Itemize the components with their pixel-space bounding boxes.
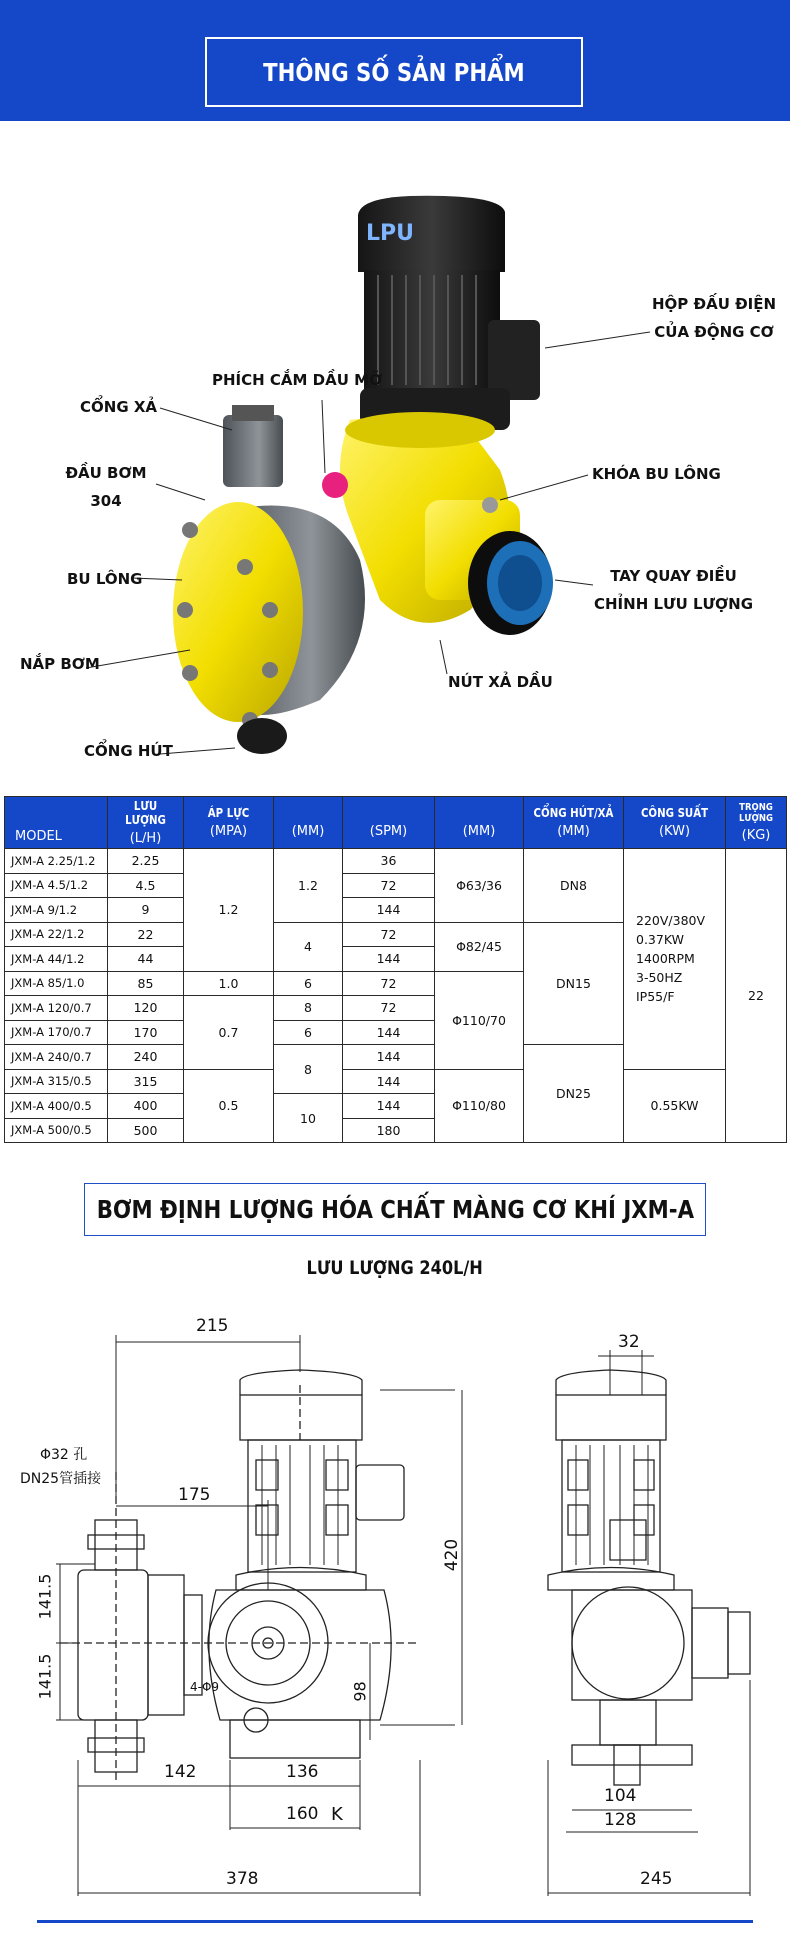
cell-diaphragm: Φ82/45 (435, 922, 524, 971)
pump-illustration (0, 0, 790, 780)
page-title: THÔNG SỐ SẢN PHẨM (263, 57, 525, 87)
cell-port: DN25 (524, 1045, 624, 1143)
dim-142: 142 (164, 1762, 197, 1782)
side-view (548, 1370, 750, 1785)
th-port-unit: (MM) (557, 824, 590, 839)
dim-420: 420 (442, 1538, 463, 1572)
cell-model: JXM-A 9/1.2 (5, 898, 108, 923)
cell-stroke: 10 (274, 1094, 343, 1143)
cell-power-main (624, 849, 726, 1070)
power-rpm: 1400RPM (636, 951, 695, 967)
section-title-box (84, 1183, 706, 1236)
th-diaphragm-unit: (MM) (462, 824, 496, 839)
footer-divider (37, 1920, 753, 1923)
dim-98: 98 (350, 1681, 370, 1702)
cell-flow: 120 (108, 996, 184, 1021)
table-header-row (5, 797, 787, 849)
pipe-label-1: Φ32 孔 (40, 1447, 88, 1463)
cell-port: DN15 (524, 922, 624, 1045)
callout-pump-head (64, 459, 148, 515)
th-flow-unit: (L/H) (129, 831, 162, 846)
dim-378: 378 (226, 1869, 259, 1889)
cell-spm: 144 (343, 947, 435, 972)
cell-flow: 9 (108, 898, 184, 923)
cell-spm: 36 (343, 849, 435, 874)
th-stroke-unit: (MM) (291, 824, 325, 839)
cell-flow: 2.25 (108, 849, 184, 874)
callout-adjust-knob-line2: CHỈNH LƯU LƯỢNG (594, 595, 754, 613)
th-pressure-label: ÁP LỰC (207, 806, 250, 820)
table-row (5, 849, 787, 874)
cell-spm: 72 (343, 922, 435, 947)
callout-pump-cover: NẮP BƠM (20, 655, 100, 673)
callout-discharge-port: CỔNG XẢ (80, 398, 158, 416)
cell-flow: 22 (108, 922, 184, 947)
th-flow (108, 797, 184, 849)
cell-flow: 240 (108, 1045, 184, 1070)
cell-spm: 144 (343, 1045, 435, 1070)
th-flow-label: LƯU LƯỢNG (125, 799, 166, 827)
cell-flow: 44 (108, 947, 184, 972)
bolt-lock (482, 497, 498, 513)
discharge-valve (223, 415, 283, 487)
front-view (60, 1370, 420, 1782)
cell-flow: 85 (108, 971, 184, 996)
cell-model: JXM-A 400/0.5 (5, 1094, 108, 1119)
callout-grease-plug: PHÍCH CẮM DẦU MỠ (212, 371, 383, 389)
callout-terminal-box-line2: CỦA ĐỘNG CƠ (654, 323, 774, 341)
dim-32: 32 (618, 1332, 640, 1352)
table-row (5, 1069, 787, 1094)
pump-head (173, 405, 365, 754)
th-pressure (184, 797, 274, 849)
th-weight-label: TRỌNG LƯỢNG (738, 802, 774, 824)
pipe-label-2: DN25管插接 (20, 1471, 102, 1487)
cell-spm: 144 (343, 1069, 435, 1094)
dim-175: 175 (178, 1485, 211, 1505)
th-weight-unit: (KG) (741, 828, 771, 843)
th-power-label: CÔNG SUẤT (640, 806, 709, 820)
cell-model: JXM-A 22/1.2 (5, 922, 108, 947)
spec-table (4, 796, 787, 1143)
callout-bolt: BU LÔNG (67, 570, 143, 588)
cell-power-b: 0.55KW (624, 1069, 726, 1143)
cell-diaphragm: Φ110/70 (435, 971, 524, 1069)
cell-model: JXM-A 4.5/1.2 (5, 873, 108, 898)
stroke-adjust-knob (468, 531, 553, 635)
callout-oil-drain: NÚT XẢ DẦU (448, 673, 553, 691)
th-stroke (274, 797, 343, 849)
cell-model: JXM-A 44/1.2 (5, 947, 108, 972)
dim-141-upper: 141.5 (35, 1573, 55, 1620)
cell-model: JXM-A 500/0.5 (5, 1118, 108, 1143)
cell-spm: 72 (343, 873, 435, 898)
cell-model: JXM-A 240/0.7 (5, 1045, 108, 1070)
dim-104: 104 (604, 1786, 637, 1806)
th-diaphragm (435, 797, 524, 849)
cell-spm: 144 (343, 898, 435, 923)
cell-flow: 170 (108, 1020, 184, 1045)
cell-diaphragm: Φ63/36 (435, 849, 524, 923)
cell-weight: 22 (726, 849, 787, 1143)
cell-diaphragm: Φ110/80 (435, 1069, 524, 1143)
power-ip: IP55/F (636, 989, 675, 1005)
callout-terminal-box-line1: HỘP ĐẤU ĐIỆN (652, 295, 777, 313)
th-port-label: CỔNG HÚT/XẢ (533, 806, 614, 820)
dimension-lines (56, 1335, 750, 1896)
cell-pressure: 1.0 (184, 971, 274, 996)
th-port (524, 797, 624, 849)
dim-141-lower: 141.5 (35, 1653, 55, 1700)
cell-flow: 315 (108, 1069, 184, 1094)
cell-flow: 4.5 (108, 873, 184, 898)
th-power-unit: (KW) (658, 824, 691, 839)
cell-model: JXM-A 315/0.5 (5, 1069, 108, 1094)
motor (358, 196, 540, 430)
cell-spm: 144 (343, 1020, 435, 1045)
cell-flow: 500 (108, 1118, 184, 1143)
cell-spm: 180 (343, 1118, 435, 1143)
th-model: MODEL (5, 797, 108, 849)
grease-plug (322, 472, 348, 498)
dim-k: K (331, 1804, 343, 1825)
cell-stroke: 1.2 (274, 849, 343, 923)
cell-model: JXM-A 85/1.0 (5, 971, 108, 996)
callout-pump-head-line1: ĐẦU BƠM (65, 464, 147, 482)
section-title: BƠM ĐỊNH LƯỢNG HÓA CHẤT MÀNG CƠ KHÍ JXM-A (96, 1195, 694, 1224)
cell-model: JXM-A 170/0.7 (5, 1020, 108, 1045)
dim-160: 160 (286, 1804, 319, 1824)
cell-stroke: 8 (274, 1045, 343, 1094)
power-hz: 3-50HZ (636, 970, 683, 986)
th-power (624, 797, 726, 849)
power-voltage: 220V/380V (636, 913, 706, 929)
cell-stroke: 6 (274, 1020, 343, 1045)
callout-pump-head-line2: 304 (90, 492, 122, 510)
callout-suction-port: CỔNG HÚT (84, 742, 173, 760)
cell-pressure: 0.5 (184, 1069, 274, 1143)
dim-245: 245 (640, 1869, 673, 1889)
callout-adjust-knob-line1: TAY QUAY ĐIỀU (610, 567, 737, 585)
cell-pressure: 1.2 (184, 849, 274, 972)
th-weight (726, 797, 787, 849)
cell-stroke: 6 (274, 971, 343, 996)
cell-model: JXM-A 2.25/1.2 (5, 849, 108, 874)
brand-logo: LPU (366, 221, 415, 246)
cell-flow: 400 (108, 1094, 184, 1119)
power-kw: 0.37KW (636, 932, 684, 948)
cell-stroke: 8 (274, 996, 343, 1021)
cell-spm: 72 (343, 996, 435, 1021)
dim-holes: 4-Φ9 (190, 1680, 220, 1694)
cell-port: DN8 (524, 849, 624, 923)
suction-port (237, 718, 287, 754)
flow-caption (0, 1257, 790, 1279)
cell-model: JXM-A 120/0.7 (5, 996, 108, 1021)
callout-adjust-knob (594, 562, 753, 618)
dim-136: 136 (286, 1762, 319, 1782)
cell-pressure: 0.7 (184, 996, 274, 1070)
th-spm-unit: (SPM) (369, 824, 408, 839)
cell-spm: 72 (343, 971, 435, 996)
cell-stroke: 4 (274, 922, 343, 971)
th-pressure-unit: (MPA) (209, 824, 248, 839)
dim-215: 215 (196, 1316, 229, 1336)
callout-bolt-lock: KHÓA BU LÔNG (592, 465, 721, 483)
flow-caption-text: LƯU LƯỢNG 240L/H (306, 1257, 484, 1279)
th-spm (343, 797, 435, 849)
cell-spm: 144 (343, 1094, 435, 1119)
callout-terminal-box (652, 290, 776, 346)
dim-128: 128 (604, 1810, 637, 1830)
